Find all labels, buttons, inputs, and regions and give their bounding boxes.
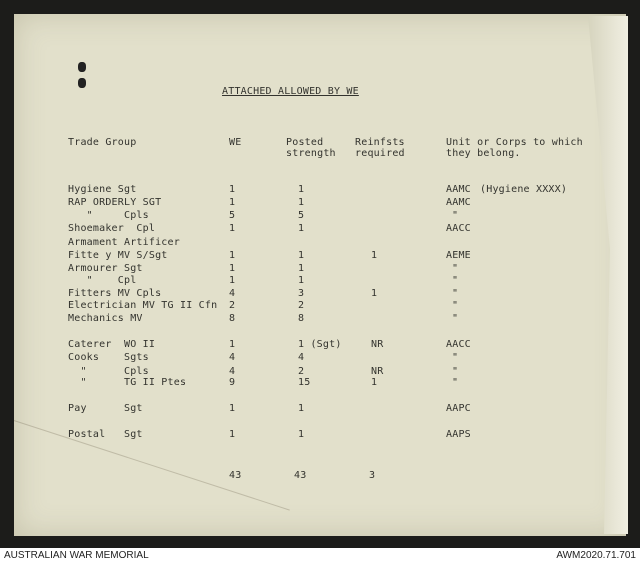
total-we: 43 [229, 470, 242, 481]
row-posted-strength: 1 [298, 403, 305, 414]
row-trade-group: Postal Sgt [68, 429, 143, 440]
row-unit-corps: " [452, 300, 459, 311]
row-unit-corps: " [452, 352, 459, 363]
row-we: 5 [229, 210, 236, 221]
header-posted-strength: Posted strength [286, 137, 336, 159]
row-unit-note: (Hygiene XXXX) [480, 184, 568, 195]
row-posted-strength: 2 [298, 366, 305, 377]
footer-source: AUSTRALIAN WAR MEMORIAL [4, 550, 149, 561]
row-we: 1 [229, 429, 236, 440]
row-we: 1 [229, 263, 236, 274]
row-unit-corps: " [452, 377, 459, 388]
row-posted-strength: 1 [298, 275, 305, 286]
row-unit-corps: " [452, 313, 459, 324]
row-unit-corps: AAMC [446, 197, 471, 208]
row-we: 4 [229, 366, 236, 377]
row-unit-corps: " [452, 263, 459, 274]
row-unit-corps: AACC [446, 339, 471, 350]
row-trade-group: " TG II Ptes [68, 377, 187, 388]
row-trade-group: Mechanics MV [68, 313, 143, 324]
row-we: 9 [229, 377, 236, 388]
total-posted: 43 [294, 470, 307, 481]
row-unit-corps: AAMC [446, 184, 471, 195]
row-trade-group: Electrician MV TG II Cfn [68, 300, 218, 311]
row-we: 8 [229, 313, 236, 324]
header-unit-corps: Unit or Corps to which they belong. [446, 137, 583, 159]
row-unit-corps: " [452, 210, 459, 221]
row-trade-group: " Cpl [68, 275, 137, 286]
row-we: 2 [229, 300, 236, 311]
row-trade-group: " Cpls [68, 210, 149, 221]
row-we: 4 [229, 288, 236, 299]
punch-mark-top [78, 62, 86, 72]
row-trade-group: Armourer Sgt [68, 263, 143, 274]
row-posted-strength: 15 [298, 377, 311, 388]
row-we: 1 [229, 184, 236, 195]
row-we: 1 [229, 275, 236, 286]
document-title: ATTACHED ALLOWED BY WE [222, 86, 359, 97]
header-trade-group: Trade Group [68, 137, 137, 148]
row-posted-strength: 1 [298, 263, 305, 274]
row-posted-strength: 8 [298, 313, 305, 324]
row-unit-corps: AAPC [446, 403, 471, 414]
row-we: 4 [229, 352, 236, 363]
row-trade-group: Shoemaker Cpl [68, 223, 156, 234]
row-reinforcements: NR [371, 339, 384, 350]
row-we: 1 [229, 403, 236, 414]
total-reinforcements: 3 [369, 470, 376, 481]
row-trade-group: RAP ORDERLY SGT [68, 197, 162, 208]
row-we: 1 [229, 197, 236, 208]
row-we: 1 [229, 223, 236, 234]
row-posted-strength: 3 [298, 288, 305, 299]
punch-mark-bottom [78, 78, 86, 88]
header-we: WE [229, 137, 242, 148]
row-trade-group: Fitte y MV S/Sgt [68, 250, 168, 261]
row-unit-corps: " [452, 366, 459, 377]
row-posted-strength: 5 [298, 210, 305, 221]
row-trade-group: Hygiene Sgt [68, 184, 137, 195]
row-we: 1 [229, 339, 236, 350]
row-unit-corps: AACC [446, 223, 471, 234]
row-posted-strength: 2 [298, 300, 305, 311]
row-posted-strength: 1 [298, 429, 305, 440]
row-reinforcements: 1 [371, 377, 378, 388]
row-posted-strength: 1 (Sgt) [298, 339, 342, 350]
row-posted-strength: 4 [298, 352, 305, 363]
row-posted-strength: 1 [298, 223, 305, 234]
row-posted-strength: 1 [298, 184, 305, 195]
row-posted-strength: 1 [298, 250, 305, 261]
row-trade-group: Cooks Sgts [68, 352, 149, 363]
row-unit-corps: " [452, 288, 459, 299]
row-trade-group: Armament Artificer [68, 237, 180, 248]
row-trade-group: Pay Sgt [68, 403, 143, 414]
footer-accession-number: AWM2020.71.701 [556, 550, 636, 561]
row-reinforcements: NR [371, 366, 384, 377]
row-unit-corps: AAPS [446, 429, 471, 440]
row-reinforcements: 1 [371, 250, 378, 261]
row-trade-group: Caterer WO II [68, 339, 156, 350]
row-unit-corps: " [452, 275, 459, 286]
row-we: 1 [229, 250, 236, 261]
row-posted-strength: 1 [298, 197, 305, 208]
row-trade-group: " Cpls [68, 366, 149, 377]
row-trade-group: Fitters MV Cpls [68, 288, 162, 299]
header-reinforcements: Reinfsts required [355, 137, 405, 159]
row-unit-corps: AEME [446, 250, 471, 261]
row-reinforcements: 1 [371, 288, 378, 299]
